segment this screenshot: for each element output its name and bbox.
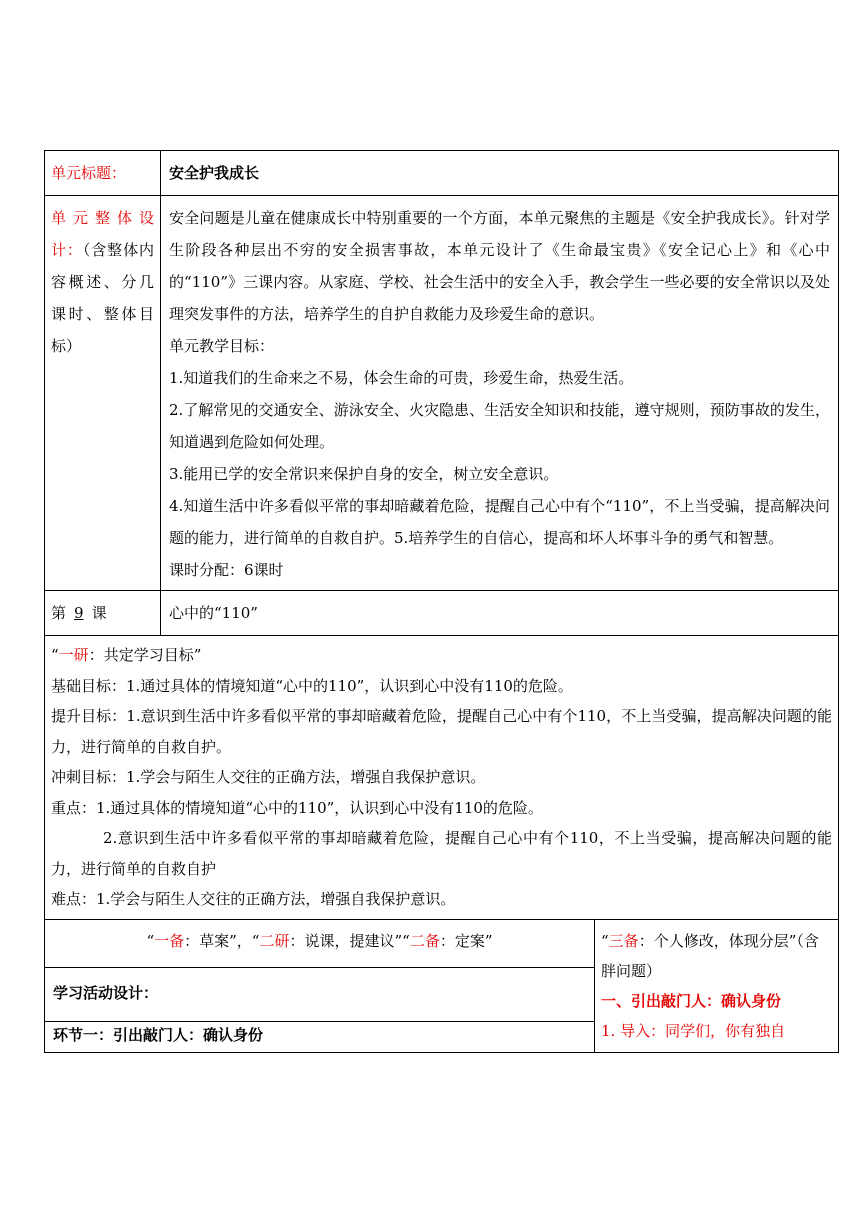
prep-header-row bbox=[45, 919, 839, 968]
unit-design-content-cell bbox=[161, 196, 839, 591]
lesson-plan-page bbox=[44, 150, 838, 1053]
lesson-title-cell bbox=[161, 591, 839, 636]
lesson-prefix: 第 bbox=[51, 604, 67, 622]
sprint-goal: 冲刺目标：1.学会与陌生人交往的正确方法，增强自我保护意识。 bbox=[51, 768, 486, 786]
unit-title-value: 安全护我成长 bbox=[169, 164, 260, 182]
unit-design-label-red: 单元整体设计： bbox=[51, 209, 154, 259]
unit-goals-title: 单元教学目标： bbox=[169, 337, 275, 355]
research-heading-open: “ bbox=[51, 646, 59, 664]
prep-stage-1-text: ：草案”，“ bbox=[184, 931, 260, 950]
research-heading bbox=[51, 640, 832, 671]
research-goals-cell bbox=[45, 636, 839, 920]
lesson-row bbox=[45, 591, 839, 636]
unit-design-label-note: （含整体内容概述、分几课时、整体目标） bbox=[51, 241, 154, 355]
unit-goal-1: 1.知道我们的生命来之不易，体会生命的可贵，珍爱生命，热爱生活。 bbox=[169, 369, 634, 387]
advance-goal: 提升目标：1.意识到生活中许多看似平常的事却暗藏着危险，提醒自己心中有个110，不上当受骗，提高解决问题的能力，进行简单的自救自护。 bbox=[51, 707, 833, 756]
basic-goal: 基础目标：1.通过具体的情境知道“心中的110”，认识到心中没有110的危险。 bbox=[51, 676, 573, 695]
unit-overview: 安全问题是儿童在健康成长中特别重要的一个方面，本单元聚焦的主题是《安全护我成长》。针对学生阶段各种层出不穷的安全损害事故，本单元设计了《生命最宝贵》《安全记心上》和《心中的“110”》三课内容。从家庭、学校、社会生活中的安全入手，教会学生一些必要的安全常识以及处理突发事件的方法，培养学生的自护自救能力及珍爱生命的意识。 bbox=[169, 209, 831, 323]
prep-stage-2: 二研 bbox=[259, 931, 290, 950]
prep-stage-3: 二备 bbox=[409, 931, 440, 950]
lesson-number bbox=[45, 591, 160, 633]
research-goals bbox=[45, 636, 838, 919]
unit-design-label bbox=[45, 196, 160, 366]
unit-design-content bbox=[161, 196, 838, 590]
unit-design-row bbox=[45, 196, 839, 591]
section-one-intro: 1. 导入：同学们，你有独自 bbox=[601, 1021, 786, 1040]
lesson-title: 心中的“110” bbox=[169, 604, 258, 622]
unit-title-label-cell bbox=[45, 151, 161, 196]
lesson-suffix: 课 bbox=[91, 604, 107, 622]
activity-design-cell bbox=[45, 968, 595, 1021]
lesson-plan-table bbox=[44, 150, 839, 1053]
prep-stages-cell bbox=[45, 919, 595, 968]
unit-goal-2: 2.了解常见的交通安全、游泳安全、火灾隐患、生活安全知识和技能，遵守规则，预防事故的发生，知道遇到危险如何处理。 bbox=[169, 401, 831, 451]
research-goals-row bbox=[45, 636, 839, 920]
personal-revision bbox=[595, 920, 838, 1052]
personal-quote: “ bbox=[601, 931, 609, 950]
unit-goal-3: 3.能用已学的安全常识来保护自身的安全，树立安全意识。 bbox=[169, 465, 559, 483]
personal-stage: 三备 bbox=[608, 931, 639, 950]
prep-stages bbox=[45, 920, 594, 962]
prep-quote: “ bbox=[146, 931, 155, 950]
prep-stage-1: 一备 bbox=[154, 931, 185, 950]
section-one-heading: 一、引出敲门人：确认身份 bbox=[601, 991, 782, 1010]
prep-stage-2-text: ：说课，提建议”“ bbox=[289, 931, 410, 950]
unit-title-row bbox=[45, 151, 839, 196]
lesson-number-cell bbox=[45, 591, 161, 636]
key-point-1: 重点：1.通过具体的情境知道“心中的110”，认识到心中没有110的危险。 bbox=[51, 798, 543, 817]
personal-stage-text: ：个人修改，体现分层”（含胖问题） bbox=[601, 931, 819, 980]
link-one: 环节一：引出敲门人：确认身份 bbox=[53, 1025, 264, 1044]
unit-goal-4-5: 4.知道生活中许多看似平常的事却暗藏着危险，提醒自己心中有个“110”，不上当受骗，提高解决问题的能力，进行简单的自救自护。5.培养学生的自信心，提高和坏人坏事斗争的勇气和智慧。 bbox=[169, 497, 831, 547]
lesson-number-value: 9 bbox=[74, 604, 84, 622]
personal-revision-heading bbox=[601, 926, 832, 986]
link-one-cell bbox=[45, 1021, 595, 1052]
research-heading-rest: ：共定学习目标” bbox=[88, 646, 202, 664]
unit-title-label: 单元标题： bbox=[51, 164, 127, 182]
unit-design-label-cell bbox=[45, 196, 161, 591]
unit-hours: 课时分配：6课时 bbox=[169, 561, 284, 579]
prep-stage-3-text: ：定案” bbox=[439, 931, 493, 950]
personal-revision-cell bbox=[595, 919, 839, 1052]
activity-design: 学习活动设计： bbox=[53, 984, 159, 1003]
difficulty: 难点：1.学会与陌生人交往的正确方法，增强自我保护意识。 bbox=[51, 890, 456, 908]
unit-title-value-cell bbox=[161, 151, 839, 196]
research-heading-red: 一研 bbox=[58, 646, 89, 664]
key-point-2: 2.意识到生活中许多看似平常的事却暗藏着危险，提醒自己心中有个110，不上当受骗，提高解决问题的能力，进行简单的自救自护 bbox=[51, 829, 833, 878]
